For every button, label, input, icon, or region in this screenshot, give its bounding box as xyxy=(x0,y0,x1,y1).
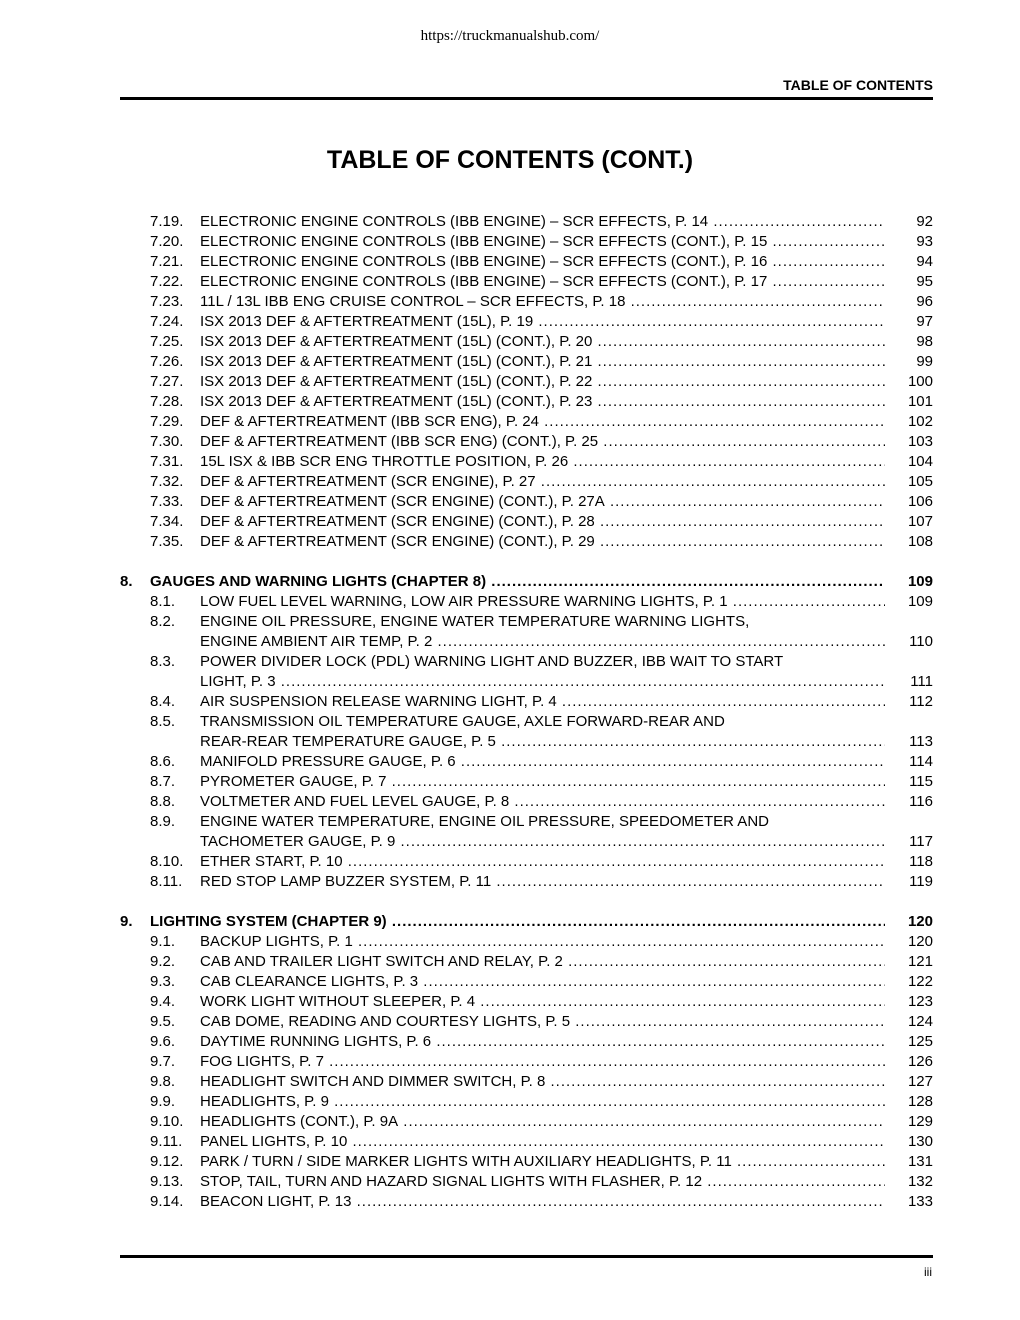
entry-number: 8.2. xyxy=(150,613,176,630)
toc-entry[interactable] xyxy=(120,392,933,412)
page-number: iii xyxy=(924,1265,932,1279)
header-rule xyxy=(120,97,933,100)
entry-number: 8.9. xyxy=(150,813,176,830)
entry-title: ENGINE OIL PRESSURE, ENGINE WATER TEMPERATURE WARNING LIGHTS, xyxy=(200,613,750,630)
entry-number: 9.5. xyxy=(150,1013,176,1030)
entry-title: ISX 2013 DEF & AFTERTREATMENT (15L) (CONT.), P. 20 ..... xyxy=(200,332,885,352)
entry-number: 8.6. xyxy=(150,753,176,770)
entry-number: 7.21. xyxy=(150,253,184,270)
entry-page: 110 xyxy=(909,633,933,650)
entry-title: 11L / 13L IBB ENG CRUISE CONTROL – SCR EFFECTS, P. 18 ..... xyxy=(200,292,885,312)
entry-title: ETHER START, P. 10 ..... xyxy=(200,852,885,872)
entry-number: 7.29. xyxy=(150,413,184,430)
entry-number: 8.5. xyxy=(150,713,176,730)
entry-page: 93 xyxy=(916,233,933,250)
entry-number: 7.33. xyxy=(150,493,184,510)
entry-title: DAYTIME RUNNING LIGHTS, P. 6 ..... xyxy=(200,1032,885,1052)
entry-page: 109 xyxy=(907,593,933,610)
toc-entry[interactable] xyxy=(120,452,933,472)
entry-title: CAB AND TRAILER LIGHT SWITCH AND RELAY, P. 2 ..... xyxy=(200,952,885,972)
toc-entry[interactable] xyxy=(120,792,933,812)
entry-number: 8.7. xyxy=(150,773,176,790)
entry-title: DEF & AFTERTREATMENT (SCR ENGINE) (CONT.), P. 29 ..... xyxy=(200,532,885,552)
toc-entry[interactable] xyxy=(120,692,933,712)
table-of-contents xyxy=(120,212,933,1212)
entry-number: 8.8. xyxy=(150,793,176,810)
toc-entry[interactable] xyxy=(120,292,933,312)
entry-page: 97 xyxy=(916,313,933,330)
entry-number: 7.28. xyxy=(150,393,184,410)
entry-number: 7.27. xyxy=(150,373,184,390)
entry-page: 133 xyxy=(907,1193,933,1210)
toc-entry[interactable] xyxy=(120,472,933,492)
entry-title: BACKUP LIGHTS, P. 1 ..... xyxy=(200,932,885,952)
toc-entry[interactable] xyxy=(120,712,933,732)
entry-number: 7.24. xyxy=(150,313,184,330)
entry-page: 104 xyxy=(907,453,933,470)
entry-title: WORK LIGHT WITHOUT SLEEPER, P. 4 ..... xyxy=(200,992,885,1012)
toc-entry[interactable] xyxy=(120,232,933,252)
toc-entry[interactable] xyxy=(120,1072,933,1092)
entry-number: 7.32. xyxy=(150,473,184,490)
entry-title: ENGINE WATER TEMPERATURE, ENGINE OIL PRESSURE, SPEEDOMETER AND xyxy=(200,813,769,830)
entry-title: LIGHT, P. 3 ..... xyxy=(200,672,885,692)
entry-title: DEF & AFTERTREATMENT (SCR ENGINE) (CONT.), P. 28 ..... xyxy=(200,512,885,532)
toc-entry[interactable] xyxy=(120,1012,933,1032)
entry-title: PYROMETER GAUGE, P. 7 ..... xyxy=(200,772,885,792)
entry-title: 15L ISX & IBB SCR ENG THROTTLE POSITION, P. 26 ..... xyxy=(200,452,885,472)
toc-chapter-entry[interactable] xyxy=(120,912,933,932)
entry-number: 9.3. xyxy=(150,973,176,990)
entry-page: 131 xyxy=(907,1153,933,1170)
entry-page: 120 xyxy=(907,913,933,930)
entry-page: 100 xyxy=(907,373,933,390)
toc-entry[interactable] xyxy=(120,952,933,972)
entry-page: 120 xyxy=(907,933,933,950)
entry-number: 9.7. xyxy=(150,1053,176,1070)
toc-entry[interactable] xyxy=(120,992,933,1012)
entry-number: 9.12. xyxy=(150,1153,184,1170)
entry-page: 126 xyxy=(907,1053,933,1070)
entry-page: 121 xyxy=(907,953,933,970)
toc-entry[interactable] xyxy=(120,832,933,852)
entry-title: AIR SUSPENSION RELEASE WARNING LIGHT, P. 4 ..... xyxy=(200,692,885,712)
entry-page: 105 xyxy=(907,473,933,490)
entry-number: 9.6. xyxy=(150,1033,176,1050)
entry-title: POWER DIVIDER LOCK (PDL) WARNING LIGHT AND BUZZER, IBB WAIT TO START xyxy=(200,653,784,670)
entry-title: CAB DOME, READING AND COURTESY LIGHTS, P. 5 ..... xyxy=(200,1012,885,1032)
toc-entry[interactable] xyxy=(120,1132,933,1152)
entry-page: 115 xyxy=(909,773,933,790)
toc-entry[interactable] xyxy=(120,632,933,652)
page-title: TABLE OF CONTENTS (CONT.) xyxy=(326,146,694,174)
entry-title: STOP, TAIL, TURN AND HAZARD SIGNAL LIGHTS WITH FLASHER, P. 12 ..... xyxy=(200,1172,885,1192)
entry-number: 8. xyxy=(120,573,133,590)
entry-page: 96 xyxy=(916,293,933,310)
entry-page: 125 xyxy=(907,1033,933,1050)
entry-title: HEADLIGHTS, P. 9 ..... xyxy=(200,1092,885,1112)
toc-entry[interactable] xyxy=(120,412,933,432)
toc-entry[interactable] xyxy=(120,1092,933,1112)
entry-number: 7.31. xyxy=(150,453,184,470)
entry-number: 7.20. xyxy=(150,233,184,250)
entry-number: 7.35. xyxy=(150,533,184,550)
toc-entry[interactable] xyxy=(120,352,933,372)
entry-title: ELECTRONIC ENGINE CONTROLS (IBB ENGINE) – SCR EFFECTS (CONT.), P. 17 ..... xyxy=(200,272,885,292)
entry-page: 119 xyxy=(909,873,933,890)
toc-entry[interactable] xyxy=(120,872,933,892)
entry-title: GAUGES AND WARNING LIGHTS (CHAPTER 8) ..... xyxy=(150,572,885,592)
toc-entry[interactable] xyxy=(120,492,933,512)
entry-title: VOLTMETER AND FUEL LEVEL GAUGE, P. 8 ..... xyxy=(200,792,885,812)
toc-entry[interactable] xyxy=(120,1112,933,1132)
entry-number: 7.22. xyxy=(150,273,184,290)
entry-page: 116 xyxy=(909,793,933,810)
entry-page: 102 xyxy=(907,413,933,430)
entry-title: TACHOMETER GAUGE, P. 9 ..... xyxy=(200,832,885,852)
toc-entry[interactable] xyxy=(120,272,933,292)
toc-entry[interactable] xyxy=(120,972,933,992)
entry-number: 9.1. xyxy=(150,933,176,950)
toc-entry[interactable] xyxy=(120,612,933,632)
entry-page: 130 xyxy=(907,1133,933,1150)
entry-page: 128 xyxy=(907,1093,933,1110)
toc-entry[interactable] xyxy=(120,532,933,552)
entry-page: 112 xyxy=(909,693,933,710)
entry-number: 9.4. xyxy=(150,993,176,1010)
entry-title: DEF & AFTERTREATMENT (IBB SCR ENG), P. 24 ..... xyxy=(200,412,885,432)
entry-page: 108 xyxy=(907,533,933,550)
entry-number: 7.26. xyxy=(150,353,184,370)
entry-title: PANEL LIGHTS, P. 10 ..... xyxy=(200,1132,885,1152)
entry-page: 98 xyxy=(916,333,933,350)
entry-title: ISX 2013 DEF & AFTERTREATMENT (15L) (CONT.), P. 23 ..... xyxy=(200,392,885,412)
entry-number: 8.4. xyxy=(150,693,176,710)
entry-title: TRANSMISSION OIL TEMPERATURE GAUGE, AXLE FORWARD-REAR AND xyxy=(200,713,725,730)
entry-title: ISX 2013 DEF & AFTERTREATMENT (15L) (CONT.), P. 21 ..... xyxy=(200,352,885,372)
entry-page: 107 xyxy=(907,513,933,530)
toc-entry[interactable] xyxy=(120,432,933,452)
entry-number: 8.1. xyxy=(150,593,176,610)
toc-entry[interactable] xyxy=(120,732,933,752)
toc-entry[interactable] xyxy=(120,372,933,392)
toc-entry[interactable] xyxy=(120,652,933,672)
entry-page: 113 xyxy=(909,733,933,750)
entry-title: CAB CLEARANCE LIGHTS, P. 3 ..... xyxy=(200,972,885,992)
toc-entry[interactable] xyxy=(120,512,933,532)
entry-title: HEADLIGHT SWITCH AND DIMMER SWITCH, P. 8 ..... xyxy=(200,1072,885,1092)
entry-number: 9.11. xyxy=(150,1133,183,1150)
entry-title: LOW FUEL LEVEL WARNING, LOW AIR PRESSURE WARNING LIGHTS, P. 1 ..... xyxy=(200,592,885,612)
entry-page: 122 xyxy=(907,973,933,990)
entry-title: ENGINE AMBIENT AIR TEMP, P. 2 ..... xyxy=(200,632,885,652)
entry-number: 7.30. xyxy=(150,433,184,450)
toc-entry[interactable] xyxy=(120,212,933,232)
entry-page: 92 xyxy=(916,213,933,230)
entry-number: 7.19. xyxy=(150,213,184,230)
entry-title: LIGHTING SYSTEM (CHAPTER 9) ..... xyxy=(150,912,885,932)
entry-page: 101 xyxy=(907,393,933,410)
entry-title: DEF & AFTERTREATMENT (SCR ENGINE), P. 27 ..... xyxy=(200,472,885,492)
entry-number: 8.3. xyxy=(150,653,176,670)
entry-number: 9.8. xyxy=(150,1073,176,1090)
entry-page: 118 xyxy=(909,853,933,870)
entry-title: RED STOP LAMP BUZZER SYSTEM, P. 11 ..... xyxy=(200,872,885,892)
toc-entry[interactable] xyxy=(120,312,933,332)
running-head: TABLE OF CONTENTS xyxy=(783,77,933,93)
toc-entry[interactable] xyxy=(120,672,933,692)
entry-number: 8.11. xyxy=(150,873,183,890)
source-url: https://truckmanualshub.com/ xyxy=(420,28,600,44)
toc-entry[interactable] xyxy=(120,1172,933,1192)
entry-page: 109 xyxy=(907,573,933,590)
entry-number: 9.2. xyxy=(150,953,176,970)
toc-entry[interactable] xyxy=(120,252,933,272)
entry-title: ISX 2013 DEF & AFTERTREATMENT (15L) (CONT.), P. 22 ..... xyxy=(200,372,885,392)
entry-page: 103 xyxy=(907,433,933,450)
entry-number: 7.25. xyxy=(150,333,184,350)
entry-title: PARK / TURN / SIDE MARKER LIGHTS WITH AUXILIARY HEADLIGHTS, P. 11 ..... xyxy=(200,1152,885,1172)
toc-entry[interactable] xyxy=(120,1052,933,1072)
entry-title: ELECTRONIC ENGINE CONTROLS (IBB ENGINE) – SCR EFFECTS (CONT.), P. 15 ..... xyxy=(200,232,885,252)
entry-title: HEADLIGHTS (CONT.), P. 9A ..... xyxy=(200,1112,885,1132)
entry-title: BEACON LIGHT, P. 13 ..... xyxy=(200,1192,885,1212)
toc-entry[interactable] xyxy=(120,812,933,832)
entry-title: FOG LIGHTS, P. 7 ..... xyxy=(200,1052,885,1072)
entry-title: ELECTRONIC ENGINE CONTROLS (IBB ENGINE) – SCR EFFECTS (CONT.), P. 16 ..... xyxy=(200,252,885,272)
entry-page: 106 xyxy=(907,493,933,510)
toc-entry[interactable] xyxy=(120,852,933,872)
toc-entry[interactable] xyxy=(120,932,933,952)
entry-page: 132 xyxy=(907,1173,933,1190)
entry-title: DEF & AFTERTREATMENT (SCR ENGINE) (CONT.), P. 27A ..... xyxy=(200,492,885,512)
footer-rule xyxy=(120,1255,933,1258)
toc-entry[interactable] xyxy=(120,1192,933,1212)
entry-title: REAR-REAR TEMPERATURE GAUGE, P. 5 ..... xyxy=(200,732,885,752)
entry-page: 95 xyxy=(916,273,933,290)
toc-entry[interactable] xyxy=(120,1032,933,1052)
toc-entry[interactable] xyxy=(120,772,933,792)
entry-title: DEF & AFTERTREATMENT (IBB SCR ENG) (CONT.), P. 25 ..... xyxy=(200,432,885,452)
entry-number: 9.9. xyxy=(150,1093,176,1110)
entry-title: MANIFOLD PRESSURE GAUGE, P. 6 ..... xyxy=(200,752,885,772)
entry-number: 7.23. xyxy=(150,293,184,310)
entry-page: 94 xyxy=(916,253,933,270)
entry-page: 124 xyxy=(907,1013,933,1030)
entry-page: 114 xyxy=(909,753,933,770)
toc-entry[interactable] xyxy=(120,332,933,352)
entry-number: 7.34. xyxy=(150,513,184,530)
entry-number: 8.10. xyxy=(150,853,184,870)
entry-page: 111 xyxy=(910,673,933,690)
entry-title: ISX 2013 DEF & AFTERTREATMENT (15L), P. 19 ..... xyxy=(200,312,885,332)
entry-page: 117 xyxy=(909,833,933,850)
entry-page: 127 xyxy=(907,1073,933,1090)
entry-number: 9. xyxy=(120,913,133,930)
entry-number: 9.13. xyxy=(150,1173,184,1190)
entry-page: 123 xyxy=(907,993,933,1010)
entry-number: 9.10. xyxy=(150,1113,184,1130)
entry-title: ELECTRONIC ENGINE CONTROLS (IBB ENGINE) – SCR EFFECTS, P. 14 ..... xyxy=(200,212,885,232)
toc-chapter-entry[interactable] xyxy=(120,572,933,592)
toc-entry[interactable] xyxy=(120,752,933,772)
toc-entry[interactable] xyxy=(120,592,933,612)
entry-number: 9.14. xyxy=(150,1193,184,1210)
entry-page: 99 xyxy=(916,353,933,370)
toc-entry[interactable] xyxy=(120,1152,933,1172)
entry-page: 129 xyxy=(907,1113,933,1130)
